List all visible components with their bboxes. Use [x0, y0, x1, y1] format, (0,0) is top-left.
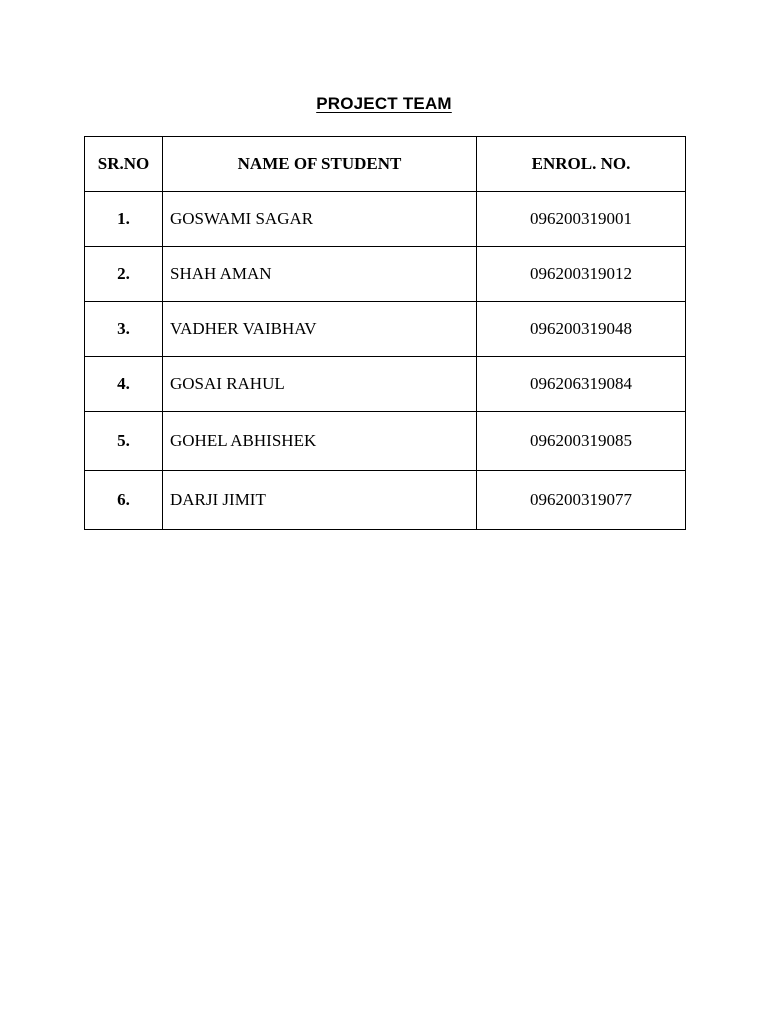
- cell-sr-no: 5.: [85, 412, 163, 471]
- cell-enrol-no: 096200319077: [477, 471, 686, 530]
- cell-sr-no: 6.: [85, 471, 163, 530]
- cell-sr-no: 1.: [85, 192, 163, 247]
- table-row: [85, 357, 686, 412]
- cell-enrol-no: 096200319001: [477, 192, 686, 247]
- cell-student-name: SHAH AMAN: [163, 247, 477, 302]
- cell-sr-no: 3.: [85, 302, 163, 357]
- cell-enrol-no: 096206319084: [477, 357, 686, 412]
- table-row: [85, 412, 686, 471]
- header-enrol-no: ENROL. NO.: [477, 137, 686, 192]
- cell-student-name: GOSWAMI SAGAR: [163, 192, 477, 247]
- cell-student-name: GOHEL ABHISHEK: [163, 412, 477, 471]
- page-title: PROJECT TEAM: [316, 94, 452, 113]
- project-team-table: [84, 136, 686, 530]
- cell-student-name: DARJI JIMIT: [163, 471, 477, 530]
- cell-sr-no: 4.: [85, 357, 163, 412]
- cell-enrol-no: 096200319085: [477, 412, 686, 471]
- table-row: [85, 247, 686, 302]
- cell-student-name: VADHER VAIBHAV: [163, 302, 477, 357]
- cell-sr-no: 2.: [85, 247, 163, 302]
- cell-enrol-no: 096200319048: [477, 302, 686, 357]
- header-name-of-student: NAME OF STUDENT: [163, 137, 477, 192]
- cell-enrol-no: 096200319012: [477, 247, 686, 302]
- table-row: [85, 302, 686, 357]
- table-header-row: [85, 137, 686, 192]
- cell-student-name: GOSAI RAHUL: [163, 357, 477, 412]
- table-row: [85, 471, 686, 530]
- header-sr-no: SR.NO: [85, 137, 163, 192]
- table-row: [85, 192, 686, 247]
